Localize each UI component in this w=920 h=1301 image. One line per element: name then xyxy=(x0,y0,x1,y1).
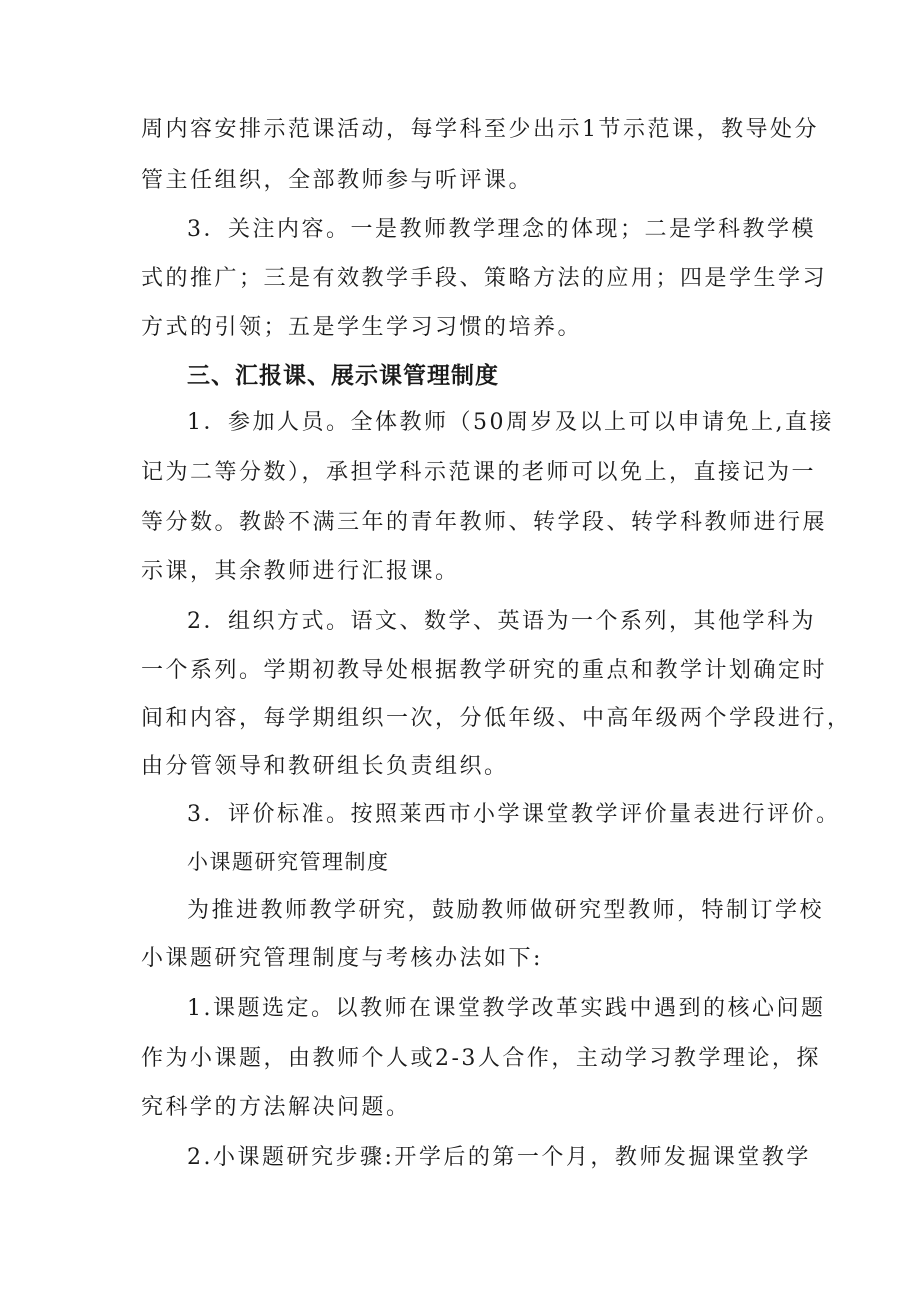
body-text-line: 间和内容，每学期组织一次，分低年级、中高年级两个学段进行， xyxy=(141,706,852,731)
body-text-line: 记为二等分数），承担学科示范课的老师可以免上，直接记为一 xyxy=(141,460,817,485)
body-text-line: 一个系列。学期初教导处根据教学研究的重点和教学计划确定时 xyxy=(141,658,828,683)
body-text-line: 1．参加人员。全体教师（50周岁及以上可以申请免上,直接 xyxy=(187,410,834,435)
body-text-line: 式的推广；三是有效教学手段、策略方法的应用；四是学生学习 xyxy=(141,266,828,291)
body-text-line: 小课题研究管理制度与考核办法如下: xyxy=(141,946,543,971)
subsection-title: 小课题研究管理制度 xyxy=(187,850,390,874)
section-heading: 三、汇报课、展示课管理制度 xyxy=(187,363,499,389)
body-text-line: 管主任组织，全部教师参与听评课。 xyxy=(141,168,534,193)
body-text-line: 方式的引领；五是学生学习习惯的培养。 xyxy=(141,315,583,340)
body-text-line: 示课，其余教师进行汇报课。 xyxy=(141,559,460,584)
body-text-line: 究科学的方法解决问题。 xyxy=(141,1095,411,1120)
body-text-line: 2.小课题研究步骤:开学后的第一个月，教师发掘课堂教学 xyxy=(187,1145,811,1170)
body-text-line: 由分管领导和教研组长负责组织。 xyxy=(141,754,509,779)
body-text-line: 为推进教师教学研究，鼓励教师做研究型教师，特制订学校 xyxy=(187,898,825,923)
body-text-line: 作为小课题，由教师个人或2-3人合作，主动学习教学理论，探 xyxy=(141,1046,821,1071)
body-text-line: 3．评价标准。按照莱西市小学课堂教学评价量表进行评价。 xyxy=(187,802,841,827)
body-text-line: 等分数。教龄不满三年的青年教师、转学段、转学科教师进行展 xyxy=(141,510,828,535)
body-text-line: 1.课题选定。以教师在课堂教学改革实践中遇到的核心问题 xyxy=(187,996,826,1021)
body-text-line: 周内容安排示范课活动，每学科至少出示1节示范课，教导处分 xyxy=(141,117,819,142)
body-text-line: 2．组织方式。语文、数学、英语为一个系列，其他学科为 xyxy=(187,609,816,634)
body-text-line: 3．关注内容。一是教师教学理念的体现；二是学科教学模 xyxy=(187,217,816,242)
